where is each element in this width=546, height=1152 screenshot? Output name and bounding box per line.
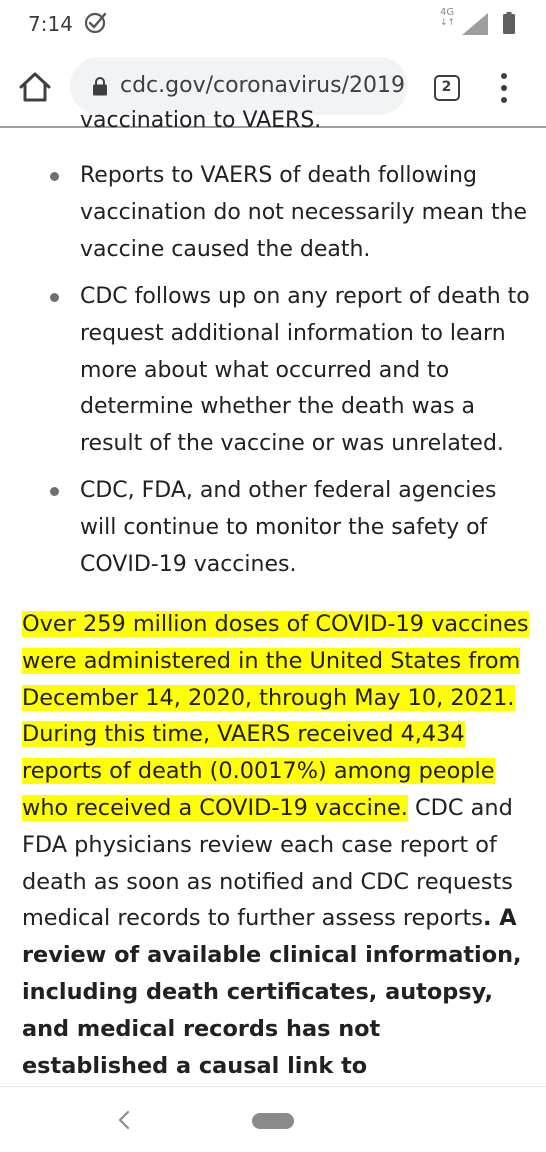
bullet-dot [50, 172, 59, 181]
check-circle-icon [84, 10, 108, 34]
url-text: cdc.gov/coronavirus/2019 [120, 73, 405, 98]
home-pill-button[interactable] [252, 1113, 294, 1129]
paragraph-text: CDC and FDA physicians review each case report of death as soon as notified and CDC requests medical records to further assess reports [22, 794, 513, 932]
highlighted-text: Over 259 million doses of COVID-19 vaccines were administered in the United States from December 14, 2020, through May 10, 2021. During this time, VAERS received 4,434 reports of death (0.0017%) among people who received a COVID-19 vaccine. [22, 611, 529, 821]
bullet-dot [50, 487, 59, 496]
network-type: 4G [440, 7, 455, 18]
more-vert-icon[interactable] [494, 70, 514, 106]
death-reports-paragraph [22, 606, 532, 1084]
signal-icon [462, 13, 488, 35]
bullet-dot [50, 293, 59, 302]
status-bar [0, 0, 546, 48]
bullet-text: Reports to VAERS of death following vaccination do not necessarily mean the vaccine caused the death. [80, 163, 528, 262]
lock-icon [92, 76, 108, 96]
status-time: 7:14 [28, 12, 73, 36]
bold-text: . A review of available clinical information, including death certificates, autopsy, and medical records has not established a causal link to [22, 905, 522, 1079]
battery-icon [503, 12, 515, 34]
partial-text-line: vaccination to VAERS. [80, 108, 322, 133]
bullet-text: CDC follows up on any report of death to request additional information to learn more about what occurred and to determine whether the death was a result of the vaccine or was unrelated. [80, 284, 530, 457]
tab-switcher-button[interactable] [434, 75, 460, 101]
home-icon[interactable] [18, 70, 52, 104]
tab-count: 2 [441, 79, 452, 95]
page-content [0, 108, 546, 1086]
network-indicator [440, 8, 455, 28]
system-nav-bar [0, 1086, 546, 1152]
back-icon[interactable] [116, 1109, 132, 1131]
url-bar[interactable] [70, 57, 408, 115]
network-arrows: ↓↑ [440, 18, 456, 28]
bullet-text: CDC, FDA, and other federal agencies will continue to monitor the safety of COVID-19 vaccines. [80, 478, 497, 577]
